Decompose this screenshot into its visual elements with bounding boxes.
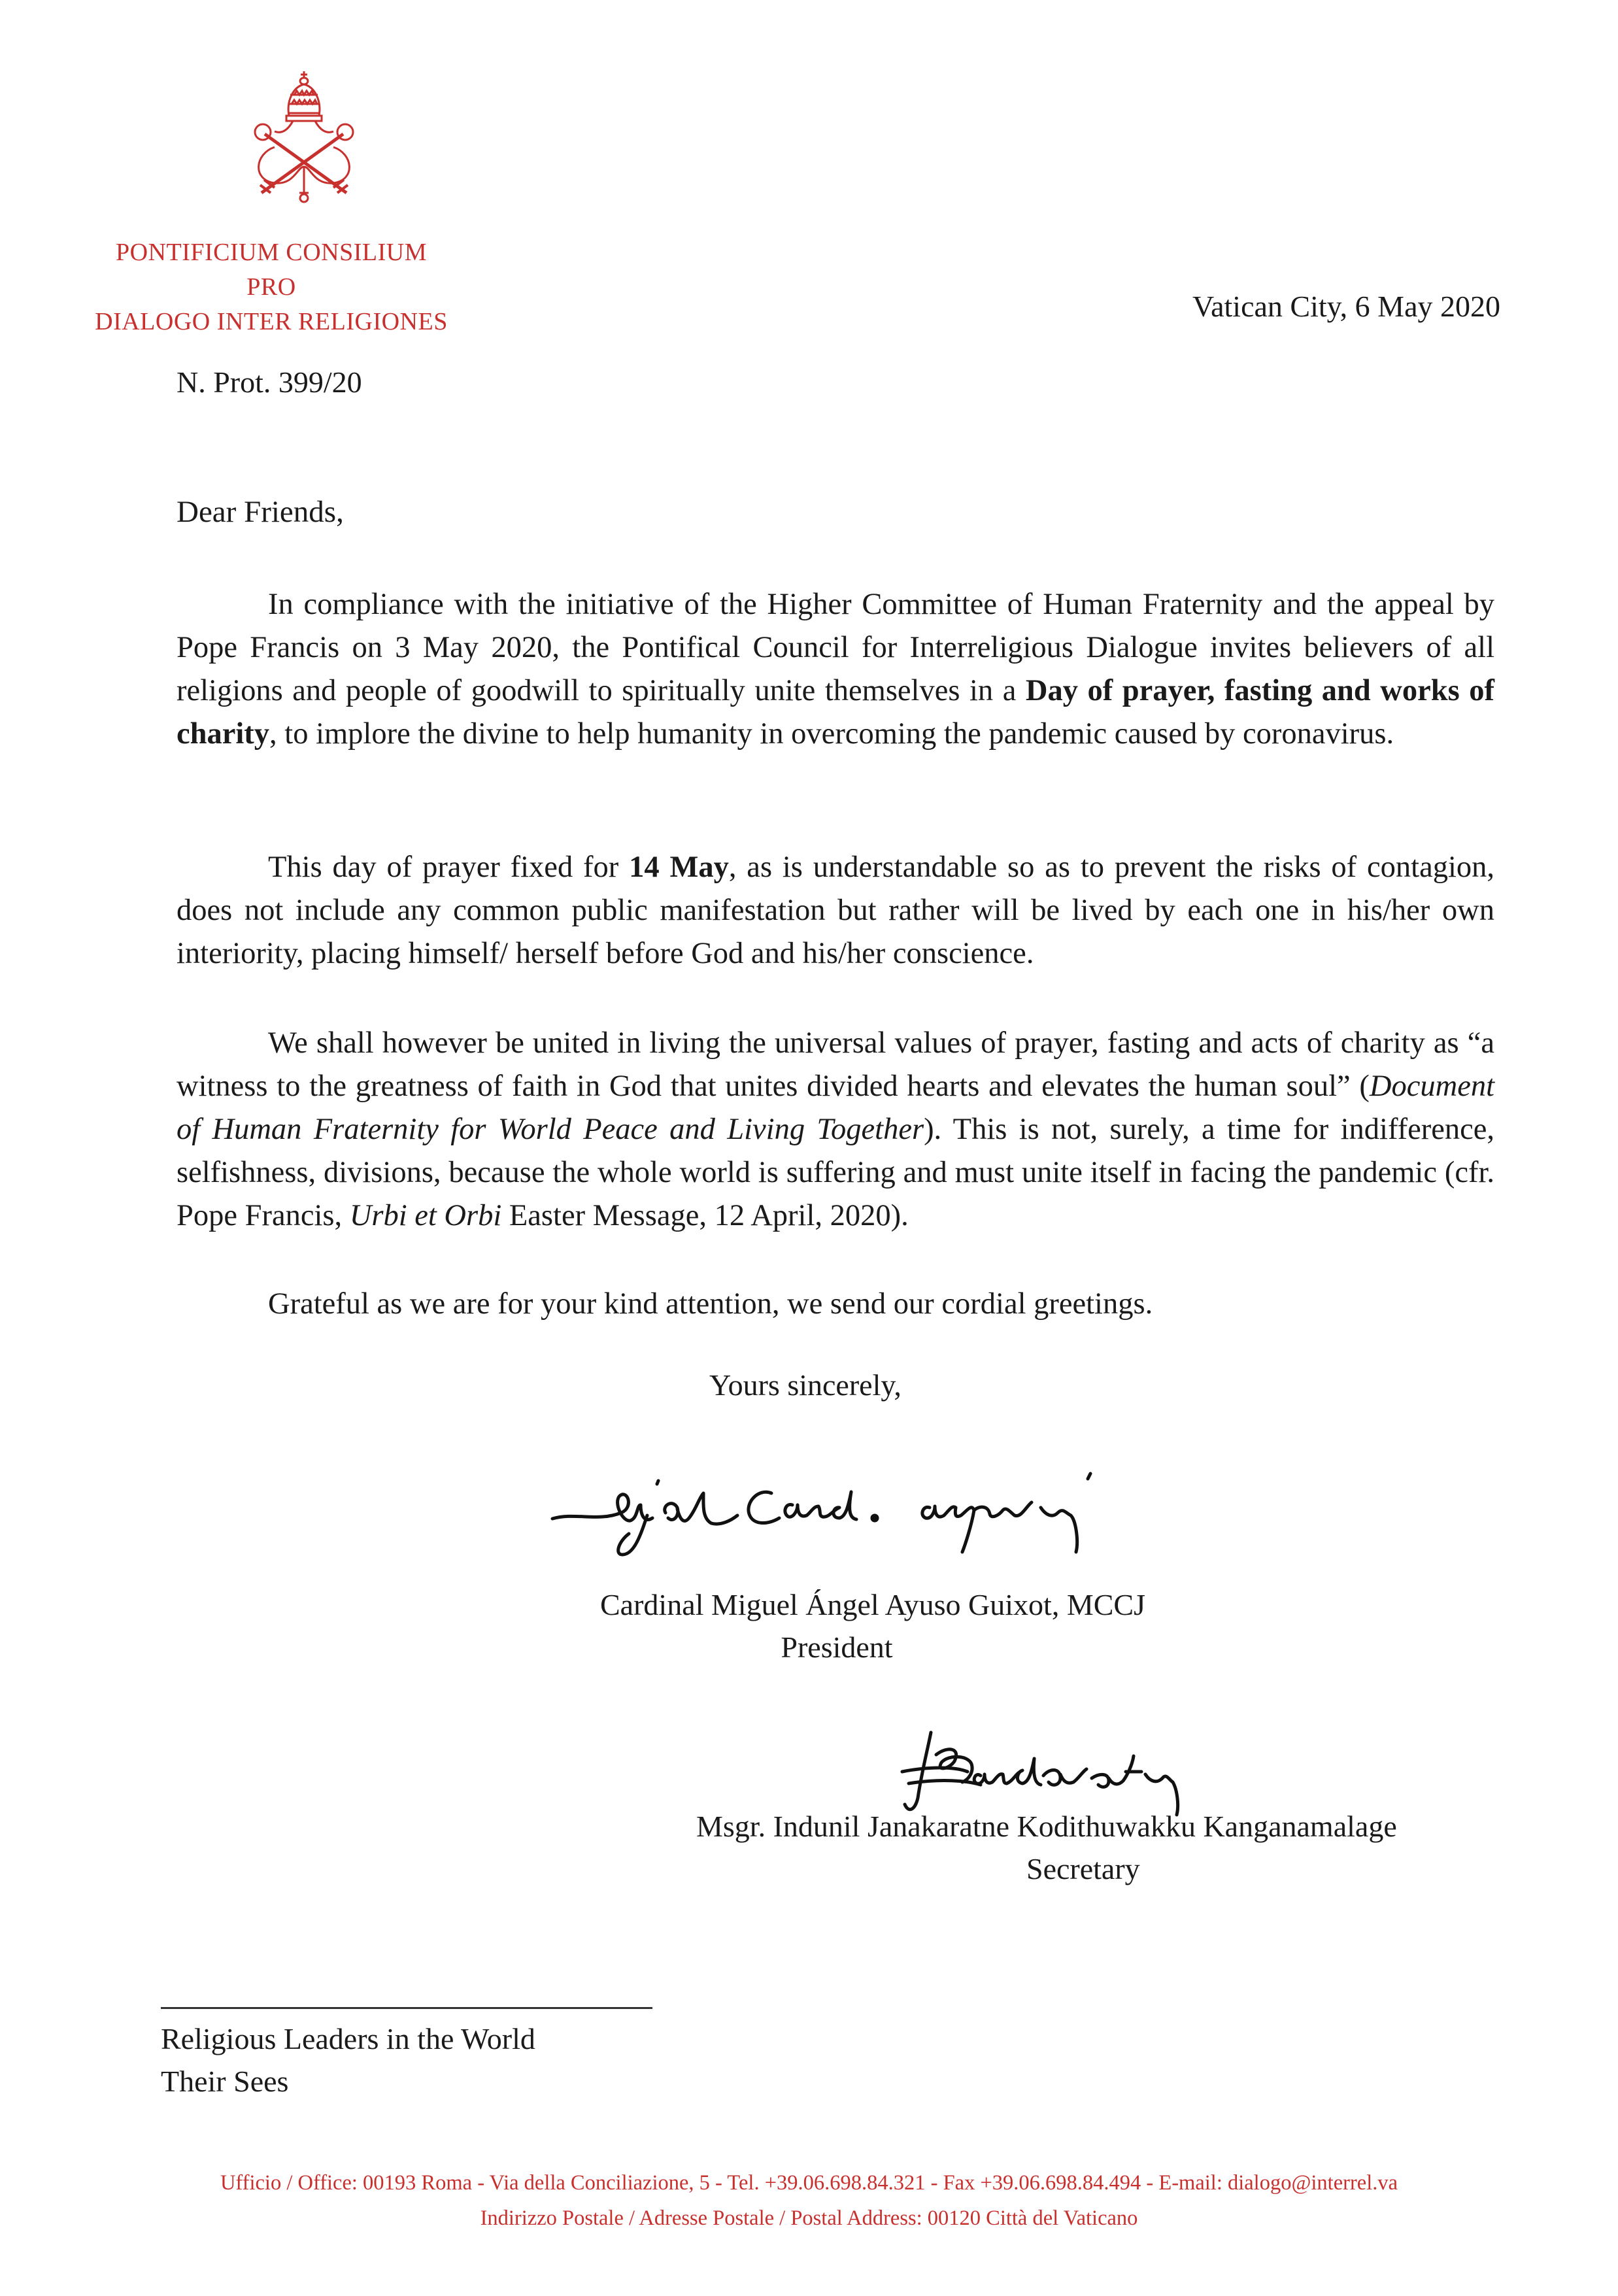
recipient-line-2: Their Sees	[161, 2065, 289, 2098]
document-title: Document of Human Fraternity for World Peace and Living Together	[177, 1070, 1494, 1146]
secretary-title: Secretary	[1026, 1852, 1140, 1885]
salutation: Dear Friends,	[177, 495, 344, 529]
message-title: Urbi et Orbi	[349, 1199, 502, 1232]
body-paragraph-1	[177, 583, 1494, 756]
recipient-divider	[161, 2007, 652, 2009]
postal-address: Indirizzo Postale / Adresse Postale / Postal Address: 00120 Città del Vaticano	[480, 2206, 1138, 2230]
emphasis-text: Day of prayer, fasting and works of charity	[177, 674, 1494, 751]
paragraph-text: ). This is not, surely, a time for indifference, selfishness, divisions, because the whole world is suffering and must unite itself in facing the pandemic (cfr. Pope Francis,	[177, 1113, 1494, 1232]
paragraph-text: Grateful as we are for your kind attention, we send our cordial greetings.	[268, 1287, 1153, 1321]
letterhead-footer	[0, 2165, 1618, 2236]
organization-line-3: DIALOGO INTER RELIGIONES	[95, 308, 448, 335]
paragraph-text: We shall however be united in living the universal values of prayer, fasting and acts of charity as “a witness to the greatness of faith in God that unites divided hearts and elevates the human soul” (	[177, 1026, 1494, 1103]
paragraph-text: , to implore the divine to help humanity in overcoming the pandemic caused by coronavirus.	[269, 717, 1394, 751]
organization-line-1: PONTIFICIUM CONSILIUM	[115, 239, 428, 266]
emphasis-text: 14 May	[629, 851, 729, 884]
paragraph-text: This day of prayer fixed for	[268, 851, 630, 884]
secretary-name: Msgr. Indunil Janakaratne Kodithuwakku Kanganamalage	[696, 1810, 1397, 1843]
recipient-line-1: Religious Leaders in the World	[161, 2022, 535, 2055]
paragraph-text: In compliance with the initiative of the Higher Committee of Human Fraternity and the appeal by Pope Francis on 3 May 2020, the Pontifical Council for Interreligious Dialogue invites believers of all religions and people of goodwill to spiritually unite themselves in a	[177, 588, 1494, 707]
body-paragraph-4	[177, 1283, 1494, 1326]
paragraph-text: , as is understandable so as to prevent the risks of contagion, does not include any common public manifestation but rather will be lived by each one in his/her own interiority, placing himself/ herself before God and his/her conscience.	[177, 851, 1494, 970]
closing: Yours sincerely,	[709, 1368, 902, 1402]
protocol-number: N. Prot. 399/20	[177, 365, 362, 399]
president-title: President	[781, 1630, 893, 1664]
papal-coat-of-arms-icon	[235, 69, 373, 206]
letter-date: Vatican City, 6 May 2020	[1192, 290, 1500, 323]
body-paragraph-2	[177, 846, 1494, 975]
paragraph-text: Easter Message, 12 April, 2020).	[501, 1199, 909, 1232]
president-signature	[549, 1450, 1177, 1561]
sender-organization	[72, 235, 471, 339]
organization-line-2: PRO	[246, 273, 296, 301]
president-name: Cardinal Miguel Ángel Ayuso Guixot, MCCJ	[600, 1588, 1145, 1621]
office-address: Ufficio / Office: 00193 Roma - Via della Conciliazione, 5 - Tel. +39.06.698.84.321 - Fax +39.06.698.84.494 - E-mail: dialogo@interrel.va	[220, 2171, 1398, 2195]
body-paragraph-3	[177, 1022, 1494, 1238]
